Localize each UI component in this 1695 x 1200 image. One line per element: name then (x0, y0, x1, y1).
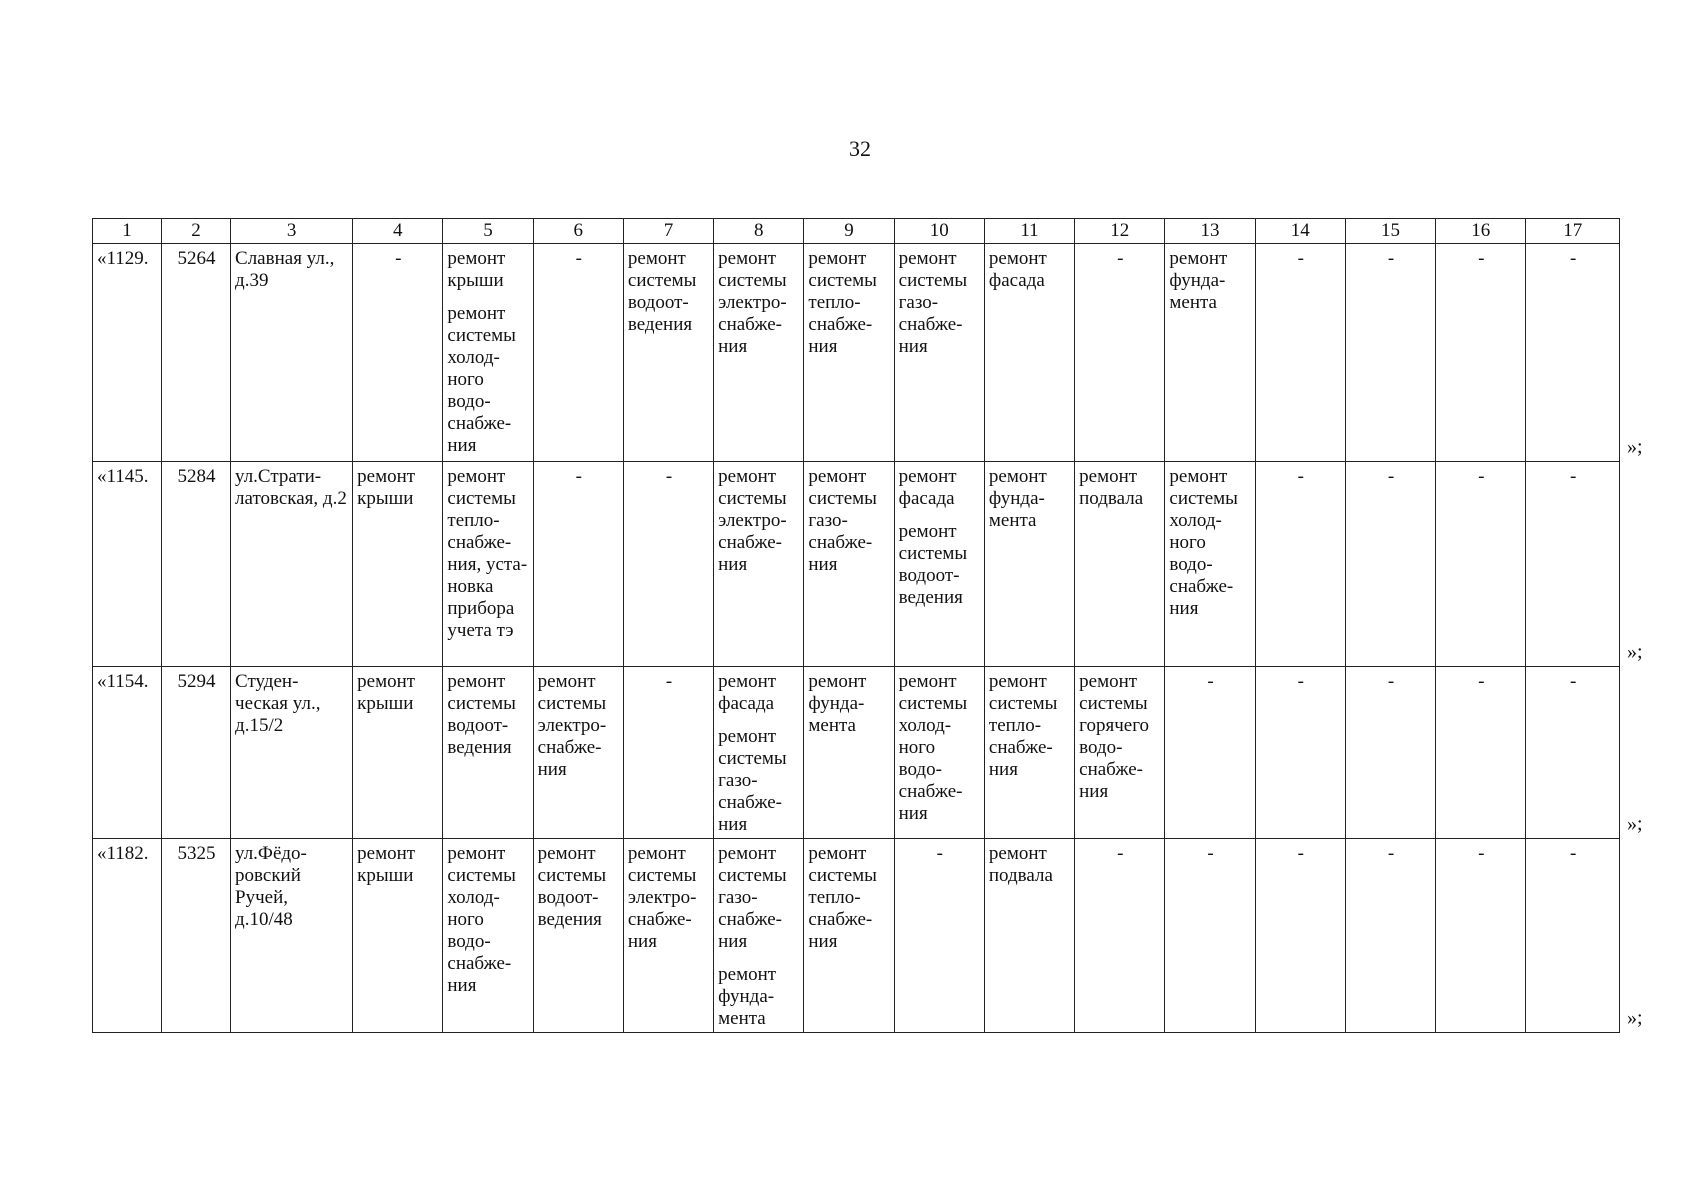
table-cell (1526, 667, 1620, 839)
empty-dash: - (936, 843, 943, 864)
column-number-header: 12 (1075, 219, 1165, 244)
table-cell (1436, 244, 1526, 462)
table-cell (231, 462, 353, 667)
table-cell (93, 462, 162, 667)
table-cell (533, 462, 623, 667)
cell-text: ремонт крыши (357, 843, 416, 886)
empty-dash: - (1207, 671, 1214, 692)
table-cell (1075, 839, 1165, 1033)
cell-text: ремонт фасада (718, 671, 777, 714)
table-cell (623, 667, 713, 839)
table-row (93, 244, 1620, 462)
column-number-header: 8 (714, 219, 804, 244)
table-cell (714, 667, 804, 839)
table-cell (1526, 462, 1620, 667)
empty-dash: - (1207, 843, 1214, 864)
cell-text: ремонт крыши (357, 466, 416, 509)
table-cell (353, 839, 443, 1033)
column-number-header: 5 (443, 219, 533, 244)
cell-text: ул.Фёдо-ровский Ручей, д.10/48 (235, 843, 307, 930)
table-cell (443, 839, 533, 1033)
table-cell (894, 462, 984, 667)
table-cell (804, 462, 894, 667)
table-cell (353, 667, 443, 839)
column-number-header: 7 (623, 219, 713, 244)
table-cell (714, 244, 804, 462)
column-number-header: 13 (1165, 219, 1255, 244)
table-cell (623, 839, 713, 1033)
table-cell (93, 839, 162, 1033)
table-cell (1436, 462, 1526, 667)
cell-text: ремонт системы электро-снабже-ния (718, 466, 787, 575)
table-cell (162, 244, 231, 462)
cell-text: ремонт системы холод-ного водо-снабже-ния (898, 671, 968, 824)
cell-text: ремонт системы водоот-ведения (898, 521, 968, 608)
table-cell (1345, 667, 1435, 839)
empty-dash: - (575, 466, 582, 487)
table-row (93, 667, 1620, 839)
cell-text: ремонт системы газо-снабже-ния (808, 466, 877, 575)
empty-dash: - (1387, 466, 1395, 487)
cell-text: «1145. (97, 466, 149, 487)
cell-text: ремонт системы холод-ного водо-снабже-ния (1169, 466, 1238, 619)
cell-text: ремонт фунда-мента (988, 466, 1047, 531)
empty-dash: - (1478, 248, 1485, 269)
empty-dash: - (665, 466, 673, 487)
empty-dash: - (1387, 671, 1395, 692)
empty-dash: - (575, 248, 582, 269)
table-cell (804, 667, 894, 839)
row-closing-mark: »; (1627, 640, 1643, 663)
table-cell (231, 839, 353, 1033)
row-closing-mark: »; (1627, 435, 1643, 458)
cell-text: ремонт крыши (447, 248, 506, 291)
table-cell (533, 839, 623, 1033)
cell-text: ремонт системы электро-снабже-ния (718, 248, 787, 357)
table-cell (1436, 667, 1526, 839)
cell-text: Славная ул., д.39 (235, 248, 335, 291)
table-cell (1075, 462, 1165, 667)
empty-dash: - (395, 248, 402, 269)
empty-dash: - (1297, 466, 1304, 487)
cell-text: ремонт фунда-мента (1169, 248, 1228, 313)
cell-text: ремонт системы водоот-ведения (627, 248, 697, 335)
table-cell (162, 462, 231, 667)
table-row (93, 839, 1620, 1033)
table-cell (443, 667, 533, 839)
table-cell (1255, 667, 1345, 839)
cell-text: ремонт фунда-мента (718, 964, 777, 1029)
empty-dash: - (1297, 843, 1304, 864)
table-cell (1345, 462, 1435, 667)
empty-dash: - (1570, 466, 1577, 487)
table-cell (1165, 667, 1255, 839)
table-cell (804, 839, 894, 1033)
cell-text: ремонт системы газо-снабже-ния (718, 726, 787, 835)
table-cell (93, 244, 162, 462)
table-cell (93, 667, 162, 839)
cell-text: ремонт системы тепло-снабже-ния (808, 248, 877, 357)
table-cell (1075, 244, 1165, 462)
cell-text: ремонт фасада (898, 466, 957, 509)
cell-text: 5264 (177, 248, 216, 269)
table-cell (231, 667, 353, 839)
empty-dash: - (1478, 671, 1485, 692)
column-number-header: 15 (1345, 219, 1435, 244)
table-cell (984, 839, 1074, 1033)
table-cell (804, 244, 894, 462)
column-number-row (93, 219, 1620, 244)
cell-text: ремонт системы тепло-снабже-ния (988, 671, 1058, 780)
table-cell (1165, 244, 1255, 462)
table-cell (353, 244, 443, 462)
empty-dash: - (1387, 248, 1395, 269)
cell-text: ремонт системы горячего водо-снабже-ния (1079, 671, 1150, 802)
table-cell (1345, 244, 1435, 462)
cell-text: 5325 (177, 843, 216, 864)
table-cell (443, 244, 533, 462)
empty-dash: - (1297, 671, 1304, 692)
cell-text: ремонт системы тепло-снабже-ния, уста-новка прибора учета тэ (447, 466, 528, 641)
column-number-header: 2 (162, 219, 231, 244)
table-cell (894, 244, 984, 462)
cell-text: ул.Страти-латовская, д.2 (235, 466, 347, 509)
cell-text: 5284 (177, 466, 216, 487)
repair-schedule-table (92, 218, 1620, 1033)
table-cell (1075, 667, 1165, 839)
table-cell (1345, 839, 1435, 1033)
column-number-header: 14 (1255, 219, 1345, 244)
column-number-header: 9 (804, 219, 894, 244)
table-cell (984, 667, 1074, 839)
column-number-header: 3 (231, 219, 353, 244)
table-cell (1526, 839, 1620, 1033)
cell-text: «1154. (97, 671, 149, 692)
cell-text: «1182. (97, 843, 149, 864)
cell-text: ремонт подвала (988, 843, 1053, 886)
cell-text: ремонт системы тепло-снабже-ния (808, 843, 877, 952)
column-number-header: 10 (894, 219, 984, 244)
cell-text: ремонт фунда-мента (808, 671, 867, 736)
table-cell (623, 244, 713, 462)
cell-text: ремонт системы водоот-ведения (537, 843, 607, 930)
table-cell (533, 244, 623, 462)
cell-text: ремонт системы холод-ного водо-снабже-ния (447, 303, 516, 456)
column-number-header: 16 (1436, 219, 1526, 244)
cell-text: ремонт подвала (1079, 466, 1144, 509)
empty-dash: - (665, 671, 673, 692)
table-cell (894, 667, 984, 839)
table-cell (162, 667, 231, 839)
table-cell (1255, 839, 1345, 1033)
cell-text: ремонт фасада (988, 248, 1047, 291)
empty-dash: - (1297, 248, 1304, 269)
column-number-header: 17 (1526, 219, 1620, 244)
table-cell (623, 462, 713, 667)
row-closing-mark: »; (1627, 1006, 1643, 1029)
cell-text: 5294 (177, 671, 216, 692)
column-number-header: 4 (353, 219, 443, 244)
table-cell (162, 839, 231, 1033)
cell-text: «1129. (97, 248, 149, 269)
empty-dash: - (1478, 466, 1485, 487)
table-cell (231, 244, 353, 462)
table-cell (1526, 244, 1620, 462)
cell-text: ремонт крыши (357, 671, 416, 714)
empty-dash: - (1570, 843, 1577, 864)
table-cell (1255, 462, 1345, 667)
cell-text: ремонт системы водоот-ведения (447, 671, 516, 758)
row-closing-mark: »; (1627, 812, 1643, 835)
empty-dash: - (1570, 671, 1577, 692)
table-cell (533, 667, 623, 839)
empty-dash: - (1478, 843, 1485, 864)
table-cell (714, 462, 804, 667)
column-number-header: 6 (533, 219, 623, 244)
column-number-header: 11 (984, 219, 1074, 244)
table-cell (984, 462, 1074, 667)
table-cell (714, 839, 804, 1033)
column-number-header: 1 (93, 219, 162, 244)
table-cell (984, 244, 1074, 462)
table-cell (1255, 244, 1345, 462)
cell-text: Студен-ческая ул., д.15/2 (235, 671, 321, 736)
page-number: 32 (849, 136, 871, 161)
table-cell (1436, 839, 1526, 1033)
cell-text: ремонт системы электро-снабже-ния (537, 671, 607, 780)
table-cell (353, 462, 443, 667)
empty-dash: - (1570, 248, 1577, 269)
table-cell (894, 839, 984, 1033)
cell-text: ремонт системы газо-снабже-ния (718, 843, 787, 952)
cell-text: ремонт системы газо-снабже-ния (898, 248, 968, 357)
table-cell (443, 462, 533, 667)
table-row (93, 462, 1620, 667)
table-cell (1165, 839, 1255, 1033)
cell-text: ремонт системы электро-снабже-ния (627, 843, 697, 952)
empty-dash: - (1117, 248, 1124, 269)
table-cell (1165, 462, 1255, 667)
empty-dash: - (1387, 843, 1395, 864)
cell-text: ремонт системы холод-ного водо-снабже-ния (447, 843, 516, 996)
empty-dash: - (1117, 843, 1124, 864)
